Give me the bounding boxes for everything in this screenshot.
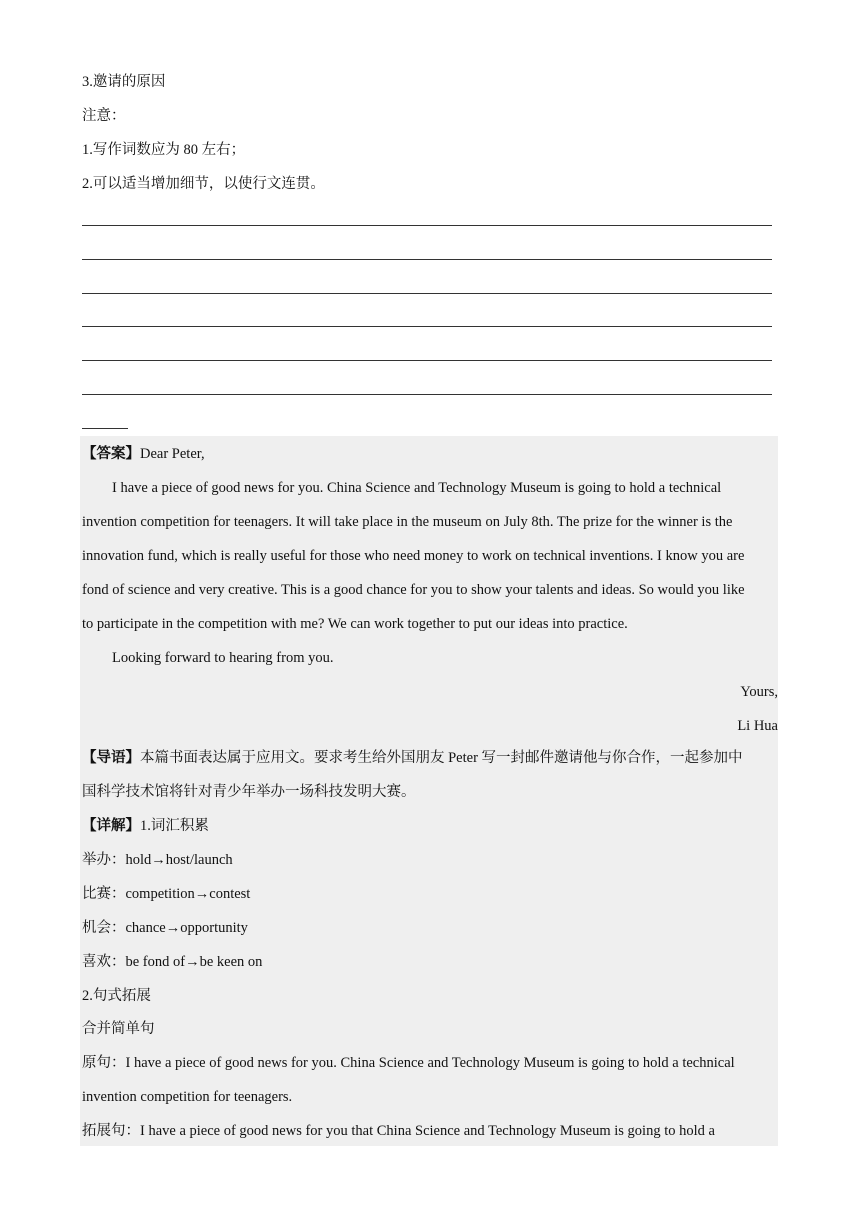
letter-closing: Yours,	[740, 684, 778, 700]
guide-line-1	[82, 748, 743, 768]
vocab-item: 比赛：competition→contest	[82, 886, 251, 902]
answer-heading	[82, 444, 205, 464]
guide-line-2: 国科学技术馆将针对青少年举办一场科技发明大赛。	[82, 784, 416, 800]
letter-greeting: Dear Peter,	[140, 446, 205, 462]
original-sentence-line-2: invention competition for teenagers.	[82, 1089, 293, 1105]
detail-subheading: 合并简单句	[82, 1021, 155, 1037]
requirement-point-3: 3.邀请的原因	[82, 74, 166, 90]
guide-label: 【导语】	[82, 750, 140, 766]
writing-line	[82, 225, 772, 226]
note-title: 注意：	[82, 108, 126, 124]
writing-line-end	[82, 428, 128, 429]
detail-label: 【详解】	[82, 818, 140, 834]
letter-body-line: to participate in the competition with me? We can work together to put our ideas into practice.	[82, 616, 628, 632]
detail-section-1: 1.词汇积累	[140, 818, 209, 834]
extended-sentence-line-1: 拓展句：I have a piece of good news for you that China Science and Technology Museum is going to hold a	[82, 1123, 715, 1139]
guide-text: 本篇书面表达属于应用文。要求考生给外国朋友 Peter 写一封邮件邀请他与你合作，一起参加中	[140, 750, 743, 766]
writing-line	[82, 360, 772, 361]
note-1: 1.写作词数应为 80 左右；	[82, 142, 246, 158]
vocab-item: 举办：hold→host/launch	[82, 852, 233, 868]
vocab-item: 机会：chance→opportunity	[82, 920, 248, 936]
answer-label: 【答案】	[82, 446, 140, 462]
detail-heading	[82, 816, 209, 836]
detail-section-2: 2.句式拓展	[82, 988, 151, 1004]
writing-line	[82, 394, 772, 395]
letter-closing-sentence: Looking forward to hearing from you.	[112, 650, 334, 666]
original-sentence-line-1: 原句：I have a piece of good news for you. China Science and Technology Museum is going to hold a technical	[82, 1055, 735, 1071]
letter-signature: Li Hua	[737, 718, 778, 734]
note-2: 2.可以适当增加细节，以使行文连贯。	[82, 176, 325, 192]
writing-line	[82, 326, 772, 327]
writing-line	[82, 293, 772, 294]
letter-body-line: I have a piece of good news for you. China Science and Technology Museum is going to hold a technical	[112, 480, 722, 496]
writing-line	[82, 259, 772, 260]
letter-body-line: innovation fund, which is really useful for those who need money to work on technical inventions. I know you are	[82, 548, 745, 564]
letter-body-line: invention competition for teenagers. It will take place in the museum on July 8th. The prize for the winner is the	[82, 514, 733, 530]
vocab-item: 喜欢：be fond of→be keen on	[82, 954, 263, 970]
letter-body-line: fond of science and very creative. This is a good chance for you to show your talents and ideas. So would you like	[82, 582, 745, 598]
